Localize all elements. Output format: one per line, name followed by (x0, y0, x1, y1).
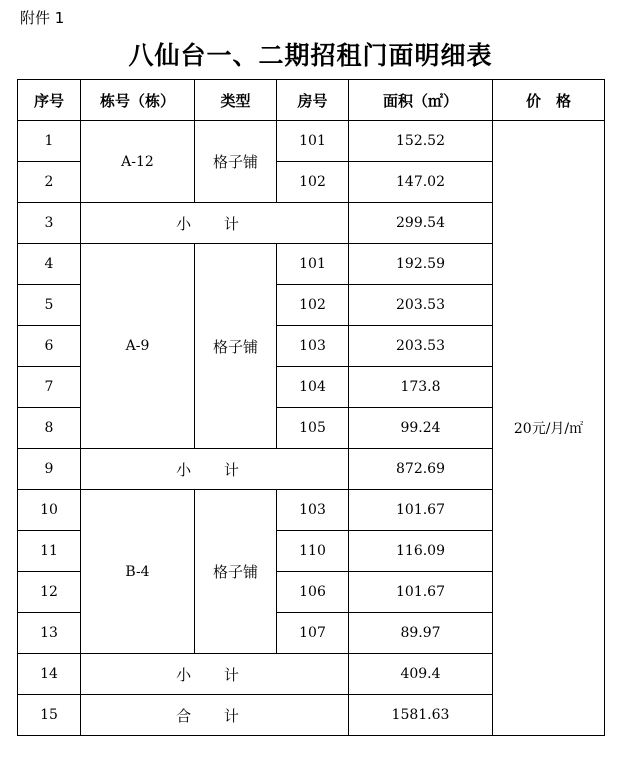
price-cell: 20元/月/㎡ (493, 121, 605, 736)
area-cell: 99.24 (349, 408, 493, 449)
page-title: 八仙台一、二期招租门面明细表 (128, 41, 493, 70)
room-cell: 101 (277, 121, 349, 162)
room-cell: 102 (277, 285, 349, 326)
seq-cell: 11 (18, 531, 81, 572)
seq-cell: 10 (18, 490, 81, 531)
header-type: 类型 (195, 80, 277, 121)
header-seq: 序号 (18, 80, 81, 121)
total-label: 合 计 (81, 695, 349, 736)
header-room: 房号 (277, 80, 349, 121)
room-cell: 106 (277, 572, 349, 613)
attachment-label: 附件 1 (20, 9, 65, 27)
seq-cell: 2 (18, 162, 81, 203)
room-cell: 101 (277, 244, 349, 285)
header-area: 面积（㎡） (349, 80, 493, 121)
seq-cell: 12 (18, 572, 81, 613)
subtotal-area: 409.4 (349, 654, 493, 695)
type-cell: 格子铺 (195, 121, 277, 203)
subtotal-area: 872.69 (349, 449, 493, 490)
type-cell: 格子铺 (195, 490, 277, 654)
seq-cell: 1 (18, 121, 81, 162)
room-cell: 104 (277, 367, 349, 408)
area-cell: 173.8 (349, 367, 493, 408)
subtotal-label: 小 计 (81, 654, 349, 695)
subtotal-label: 小 计 (81, 203, 349, 244)
room-cell: 103 (277, 326, 349, 367)
seq-cell: 14 (18, 654, 81, 695)
seq-cell: 7 (18, 367, 81, 408)
area-cell: 116.09 (349, 531, 493, 572)
seq-cell: 3 (18, 203, 81, 244)
header-building: 栋号（栋） (81, 80, 195, 121)
seq-cell: 9 (18, 449, 81, 490)
seq-cell: 13 (18, 613, 81, 654)
seq-cell: 15 (18, 695, 81, 736)
area-cell: 147.02 (349, 162, 493, 203)
area-cell: 89.97 (349, 613, 493, 654)
seq-cell: 4 (18, 244, 81, 285)
building-cell: A-12 (81, 121, 195, 203)
room-cell: 107 (277, 613, 349, 654)
seq-cell: 6 (18, 326, 81, 367)
seq-cell: 8 (18, 408, 81, 449)
building-cell: B-4 (81, 490, 195, 654)
header-price: 价 格 (493, 80, 605, 121)
area-cell: 203.53 (349, 285, 493, 326)
table-row (18, 121, 605, 162)
room-cell: 102 (277, 162, 349, 203)
building-cell: A-9 (81, 244, 195, 449)
subtotal-label: 小 计 (81, 449, 349, 490)
subtotal-area: 299.54 (349, 203, 493, 244)
type-cell: 格子铺 (195, 244, 277, 449)
total-area: 1581.63 (349, 695, 493, 736)
room-cell: 110 (277, 531, 349, 572)
area-cell: 101.67 (349, 572, 493, 613)
room-cell: 103 (277, 490, 349, 531)
area-cell: 101.67 (349, 490, 493, 531)
room-cell: 105 (277, 408, 349, 449)
table-header-row (18, 80, 605, 121)
area-cell: 192.59 (349, 244, 493, 285)
seq-cell: 5 (18, 285, 81, 326)
area-cell: 152.52 (349, 121, 493, 162)
rental-details-table (17, 79, 605, 736)
area-cell: 203.53 (349, 326, 493, 367)
